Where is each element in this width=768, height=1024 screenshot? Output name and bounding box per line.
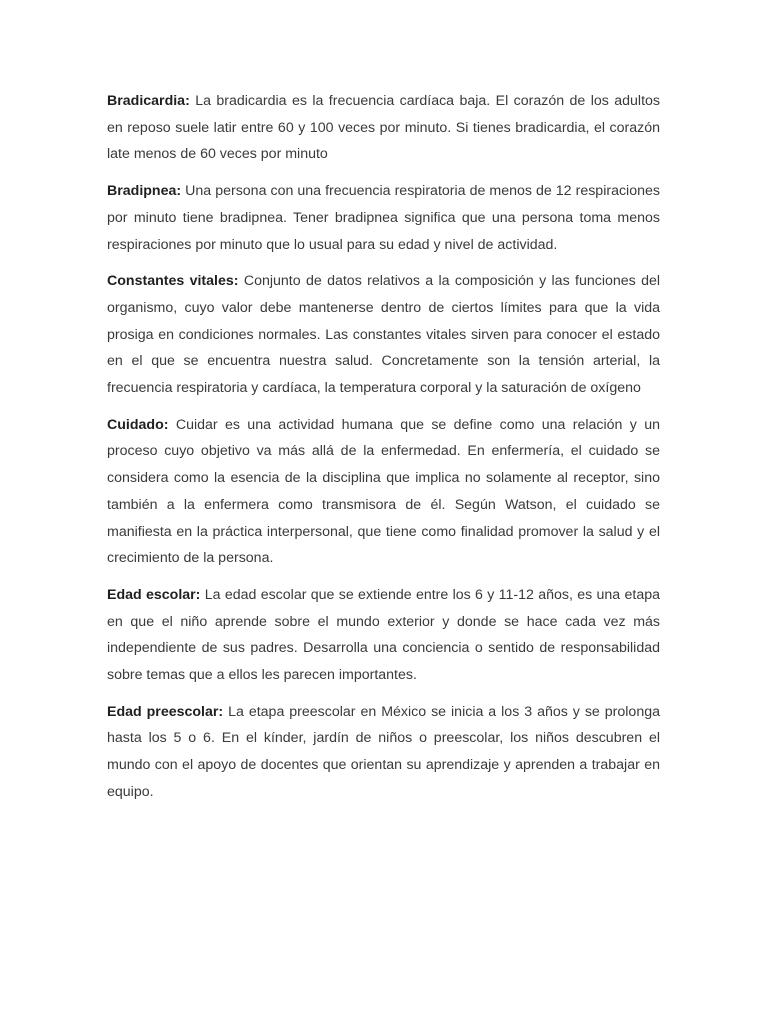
- glossary-definition: Cuidar es una actividad humana que se define como una relación y un proceso cuyo objetivo va más allá de la enfermedad. En enfermería, el cuidado se considera como la esencia de la disciplina que implica no solamente al receptor, sino también a la enfermera como transmisora de él. Según Watson, el cuidado se manifiesta en la práctica interpersonal, que tiene como finalidad promover la salud y el crecimiento de la persona.: [107, 416, 660, 567]
- glossary-term: Constantes vitales:: [107, 273, 239, 290]
- glossary-body: [107, 88, 660, 816]
- glossary-definition: La etapa preescolar en México se inicia a los 3 años y se prolonga hasta los 5 o 6. En el kínder, jardín de niños o preescolar, los niños descubren el mundo con el apoyo de docentes que orientan su aprendizaje y aprenden a trabajar en equipo.: [107, 703, 660, 800]
- glossary-entry-cuidado: [107, 412, 660, 572]
- glossary-entry-edad-escolar: [107, 582, 660, 689]
- glossary-definition: Una persona con una frecuencia respiratoria de menos de 12 respiraciones por minuto tiene bradipnea. Tener bradipnea significa que una persona toma menos respiraciones por minuto que lo usual para su edad y nivel de actividad.: [107, 183, 660, 253]
- glossary-entry-bradipnea: [107, 178, 660, 258]
- glossary-entry-bradicardia: [107, 88, 660, 168]
- glossary-term: Cuidado:: [107, 416, 169, 433]
- glossary-term: Bradicardia:: [107, 93, 190, 109]
- glossary-term: Edad preescolar:: [107, 703, 224, 720]
- glossary-term: Bradipnea:: [107, 183, 182, 200]
- glossary-definition: La edad escolar que se extiende entre los 6 y 11-12 años, es una etapa en que el niño aprende sobre el mundo exterior y donde se hace cada vez más independiente de sus padres. Desarrolla una conciencia o sentido de responsabilidad sobre temas que a ellos les parecen importantes.: [107, 586, 660, 684]
- glossary-definition: La bradicardia es la frecuencia cardíaca baja. El corazón de los adultos en reposo suele latir entre 60 y 100 veces por minuto. Si tienes bradicardia, el corazón late menos de 60 veces por minuto: [107, 93, 660, 163]
- glossary-entry-constantes-vitales: [107, 268, 660, 402]
- glossary-entry-edad-preescolar: [107, 699, 660, 806]
- glossary-term: Edad escolar:: [107, 586, 201, 603]
- glossary-definition: Conjunto de datos relativos a la composición y las funciones del organismo, cuyo valor debe mantenerse dentro de ciertos límites para que la vida prosiga en condiciones normales. Las constantes vitales sirven para conocer el estado en el que se encuentra nuestra salud. Concretamente son la tensión arterial, la frecuencia respiratoria y cardíaca, la temperatura corporal y la saturación de oxígeno: [107, 273, 660, 397]
